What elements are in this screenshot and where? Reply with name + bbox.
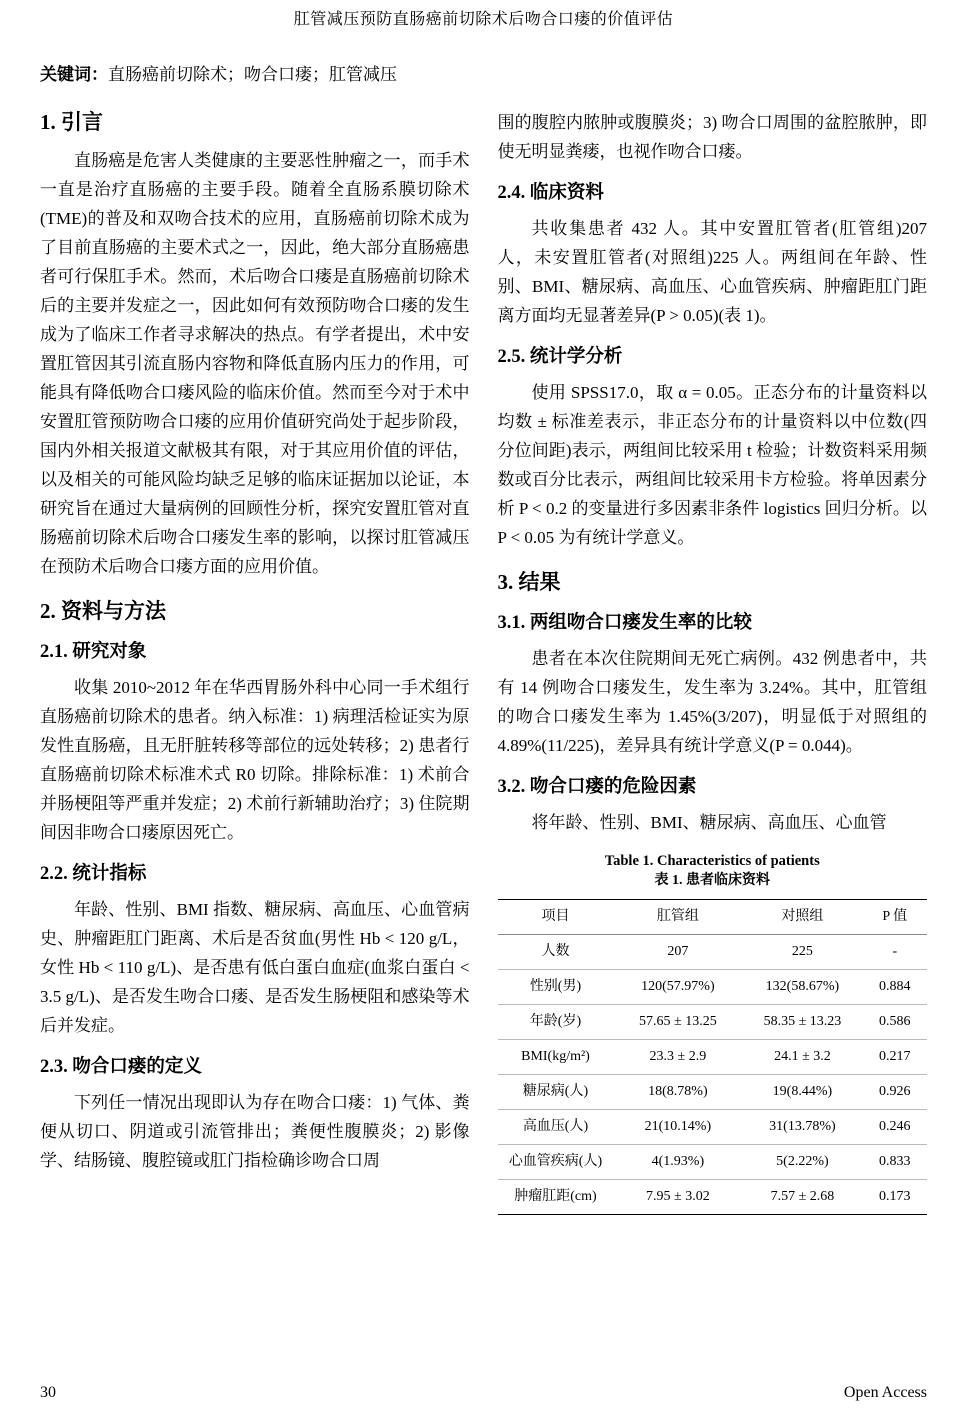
table-cell: 7.57 ± 2.68 — [770, 1189, 835, 1204]
paragraph-statistical-analysis: 使用 SPSS17.0，取 α = 0.05。正态分布的计量资料以均数 ± 标准差表示，非正态分布的计量资料以中位数(四分位间距)表示，两组间比较采用 t 检验；计数资料采用频数或百分比表示，两组间比较采用卡方检验。将单因素分析 P < 0.2 的变量进行多因素非条件 logistics 回归分析。以 P < 0.05 为有统计学意义。 — [497, 383, 927, 547]
heading-results: 3. 结果 — [497, 570, 561, 594]
table-row — [498, 1040, 928, 1075]
table-cell: 21(10.14%) — [644, 1119, 712, 1134]
keywords-line — [40, 62, 927, 88]
table-cell: 207 — [667, 944, 689, 959]
heading-leak-definition: 2.3. 吻合口瘘的定义 — [40, 1057, 202, 1077]
footer-open-access-label: Open Access — [843, 1384, 927, 1401]
table-header-anal-tube-group: 肛管组 — [656, 909, 699, 924]
table-cell: 4(1.93%) — [651, 1154, 705, 1169]
paragraph-leak-definition: 下列任一情况出现即认为存在吻合口瘘：1) 气体、粪便从切口、阴道或引流管排出；粪便性腹膜炎；2) 影像学、结肠镜、腹腔镜或肛门指检确诊吻合口周 — [40, 1093, 470, 1170]
table-caption-chinese: 表 1. 患者临床资料 — [654, 873, 770, 888]
table-cell: BMI(kg/m²) — [521, 1049, 590, 1064]
paragraph-study-subjects: 收集 2010~2012 年在华西胃肠外科中心同一手术组行直肠癌前切除术的患者。纳入标准：1) 病理活检证实为原发性直肠癌，且无肝脏转移等部位的远处转移；2) 患者行直肠癌前切除术标准术式 R0 切除。排除标准：1) 术前合并肠梗阻等严重并发症；2) 术前行新辅助治疗；3) 住院期间因非吻合口瘘原因死亡。 — [40, 678, 470, 842]
heading-materials-methods: 2. 资料与方法 — [40, 599, 166, 623]
table-cell: 0.884 — [879, 979, 911, 994]
table-cell: 58.35 ± 13.23 — [763, 1014, 842, 1029]
table-caption-english: Table 1. Characteristics of patients — [604, 853, 820, 869]
table-cell: 心血管疾病(人) — [508, 1154, 603, 1169]
table-cell: 23.3 ± 2.9 — [649, 1049, 707, 1064]
table-cell: 0.926 — [879, 1084, 911, 1099]
table-cell: 225 — [791, 944, 813, 959]
paragraph-risk-factors: 将年龄、性别、BMI、糖尿病、高血压、心血管 — [531, 813, 887, 832]
table-cell: 高血压(人) — [522, 1119, 589, 1134]
paragraph-statistical-indicators: 年龄、性别、BMI 指数、糖尿病、高血压、心血管病史、肿瘤距肛门距离、术后是否贫血(男性 Hb < 120 g/L，女性 Hb < 110 g/L)、是否患有低白蛋白血症(血浆白蛋白 < 3.5 g/L)、是否发生吻合口瘘、是否发生肠梗阻和感染等术后并发症。 — [40, 900, 470, 1035]
table-cell: 糖尿病(人) — [522, 1084, 589, 1099]
table-cell: 肿瘤肛距(cm) — [514, 1189, 597, 1204]
table-cell: 120(57.97%) — [641, 979, 715, 994]
table-row — [498, 970, 928, 1005]
table-cell: 0.173 — [879, 1189, 911, 1204]
running-head-title: 肛管减压预防直肠癌前切除术后吻合口瘘的价值评估 — [293, 11, 674, 28]
heading-statistical-analysis: 2.5. 统计学分析 — [497, 347, 623, 367]
table-row — [498, 1145, 928, 1180]
table-header-item: 项目 — [541, 909, 570, 924]
table-cell: 性别(男) — [529, 979, 582, 994]
table-cell: 7.95 ± 3.02 — [646, 1189, 710, 1204]
heading-statistical-indicators: 2.2. 统计指标 — [40, 864, 147, 884]
heading-introduction: 1. 引言 — [40, 110, 103, 134]
footer-page-number: 30 — [40, 1384, 56, 1401]
heading-clinical-data: 2.4. 临床资料 — [497, 183, 604, 203]
table-header-row — [498, 900, 928, 935]
patient-characteristics-table — [498, 899, 928, 1215]
table-cell: 132(58.67%) — [765, 979, 840, 994]
paragraph-introduction: 直肠癌是危害人类健康的主要恶性肿瘤之一，而手术一直是治疗直肠癌的主要手段。随着全直肠系膜切除术(TME)的普及和双吻合技术的应用，直肠癌前切除术成为了目前直肠癌的主要术式之一，因此，绝大部分直肠癌患者可行保肛手术。然而，术后吻合口瘘是直肠癌前切除术后的主要并发症之一，因此如何有效预防吻合口瘘的发生成为了临床工作者寻求解决的热点。有学者提出，术中安置肛管因其引流直肠内容物和降低直肠内压力的作用，可能具有降低吻合口瘘风险的临床价值。然而至今对于术中安置肛管预防吻合口瘘的应用价值研究尚处于起步阶段，国内外相关报道文献极其有限，对于其应用价值的评估，以及相关的可能风险均缺乏足够的临床证据加以论证，本研究旨在通过大量病例的回顾性分析，探究安置肛管对直肠癌前切除术后吻合口瘘发生率的影响，以探讨肛管减压在预防术后吻合口瘘方面的应用价值。 — [40, 151, 470, 576]
patient-characteristics-table-block — [498, 851, 928, 1215]
table-header-p-value: P 值 — [882, 909, 908, 924]
page-footer — [40, 1384, 927, 1402]
paragraph-clinical-data: 共收集患者 432 人。其中安置肛管者(肛管组)207 人，未安置肛管者(对照组)225 人。两组间在年龄、性别、BMI、糖尿病、高血压、心血管疾病、肿瘤距肛门距离方面均无显著差异(P > 0.05)(表 1)。 — [497, 219, 927, 325]
table-cell: 24.1 ± 3.2 — [774, 1049, 831, 1064]
table-header-control-group: 对照组 — [781, 909, 824, 924]
heading-study-subjects: 2.1. 研究对象 — [40, 642, 147, 662]
table-cell: 18(8.78%) — [648, 1084, 708, 1099]
table-cell: 31(13.78%) — [769, 1119, 836, 1134]
table-cell: 人数 — [541, 944, 570, 959]
table-cell: 0.246 — [879, 1119, 911, 1134]
keywords-label: 关键词： — [40, 65, 108, 84]
table-row — [498, 1180, 928, 1215]
right-column — [498, 108, 928, 1215]
table-row — [498, 1110, 928, 1145]
paragraph-leak-definition-continued: 围的腹腔内脓肿或腹膜炎；3) 吻合口周围的盆腔脓肿，即使无明显粪瘘，也视作吻合口瘘。 — [497, 113, 927, 161]
table-cell: 57.65 ± 13.25 — [639, 1014, 717, 1029]
keywords-text: 直肠癌前切除术；吻合口瘘；肛管减压 — [108, 65, 397, 84]
table-cell: 19(8.44%) — [772, 1084, 833, 1099]
heading-leak-rate-comparison: 3.1. 两组吻合口瘘发生率的比较 — [497, 613, 752, 633]
table-cell: 0.833 — [879, 1154, 911, 1169]
table-cell: 0.586 — [879, 1014, 911, 1029]
two-column-body — [40, 108, 927, 1215]
table-row — [498, 1075, 928, 1110]
table-cell: 年龄(岁) — [529, 1014, 582, 1029]
heading-risk-factors: 3.2. 吻合口瘘的危险因素 — [497, 777, 697, 797]
table-cell: - — [892, 944, 898, 959]
table-body — [498, 935, 928, 1215]
table-row — [498, 935, 928, 970]
table-cell: 5(2.22%) — [776, 1154, 829, 1169]
paragraph-leak-rate-comparison: 患者在本次住院期间无死亡病例。432 例患者中，共有 14 例吻合口瘘发生，发生率为 3.24%。其中，肛管组的吻合口瘘发生率为 1.45%(3/207)，明显低于对照组的 4.89%(11/225)，差异具有统计学意义(P = 0.044)。 — [497, 649, 927, 755]
table-cell: 0.217 — [879, 1049, 911, 1064]
left-column — [40, 108, 470, 1215]
table-row — [498, 1005, 928, 1040]
